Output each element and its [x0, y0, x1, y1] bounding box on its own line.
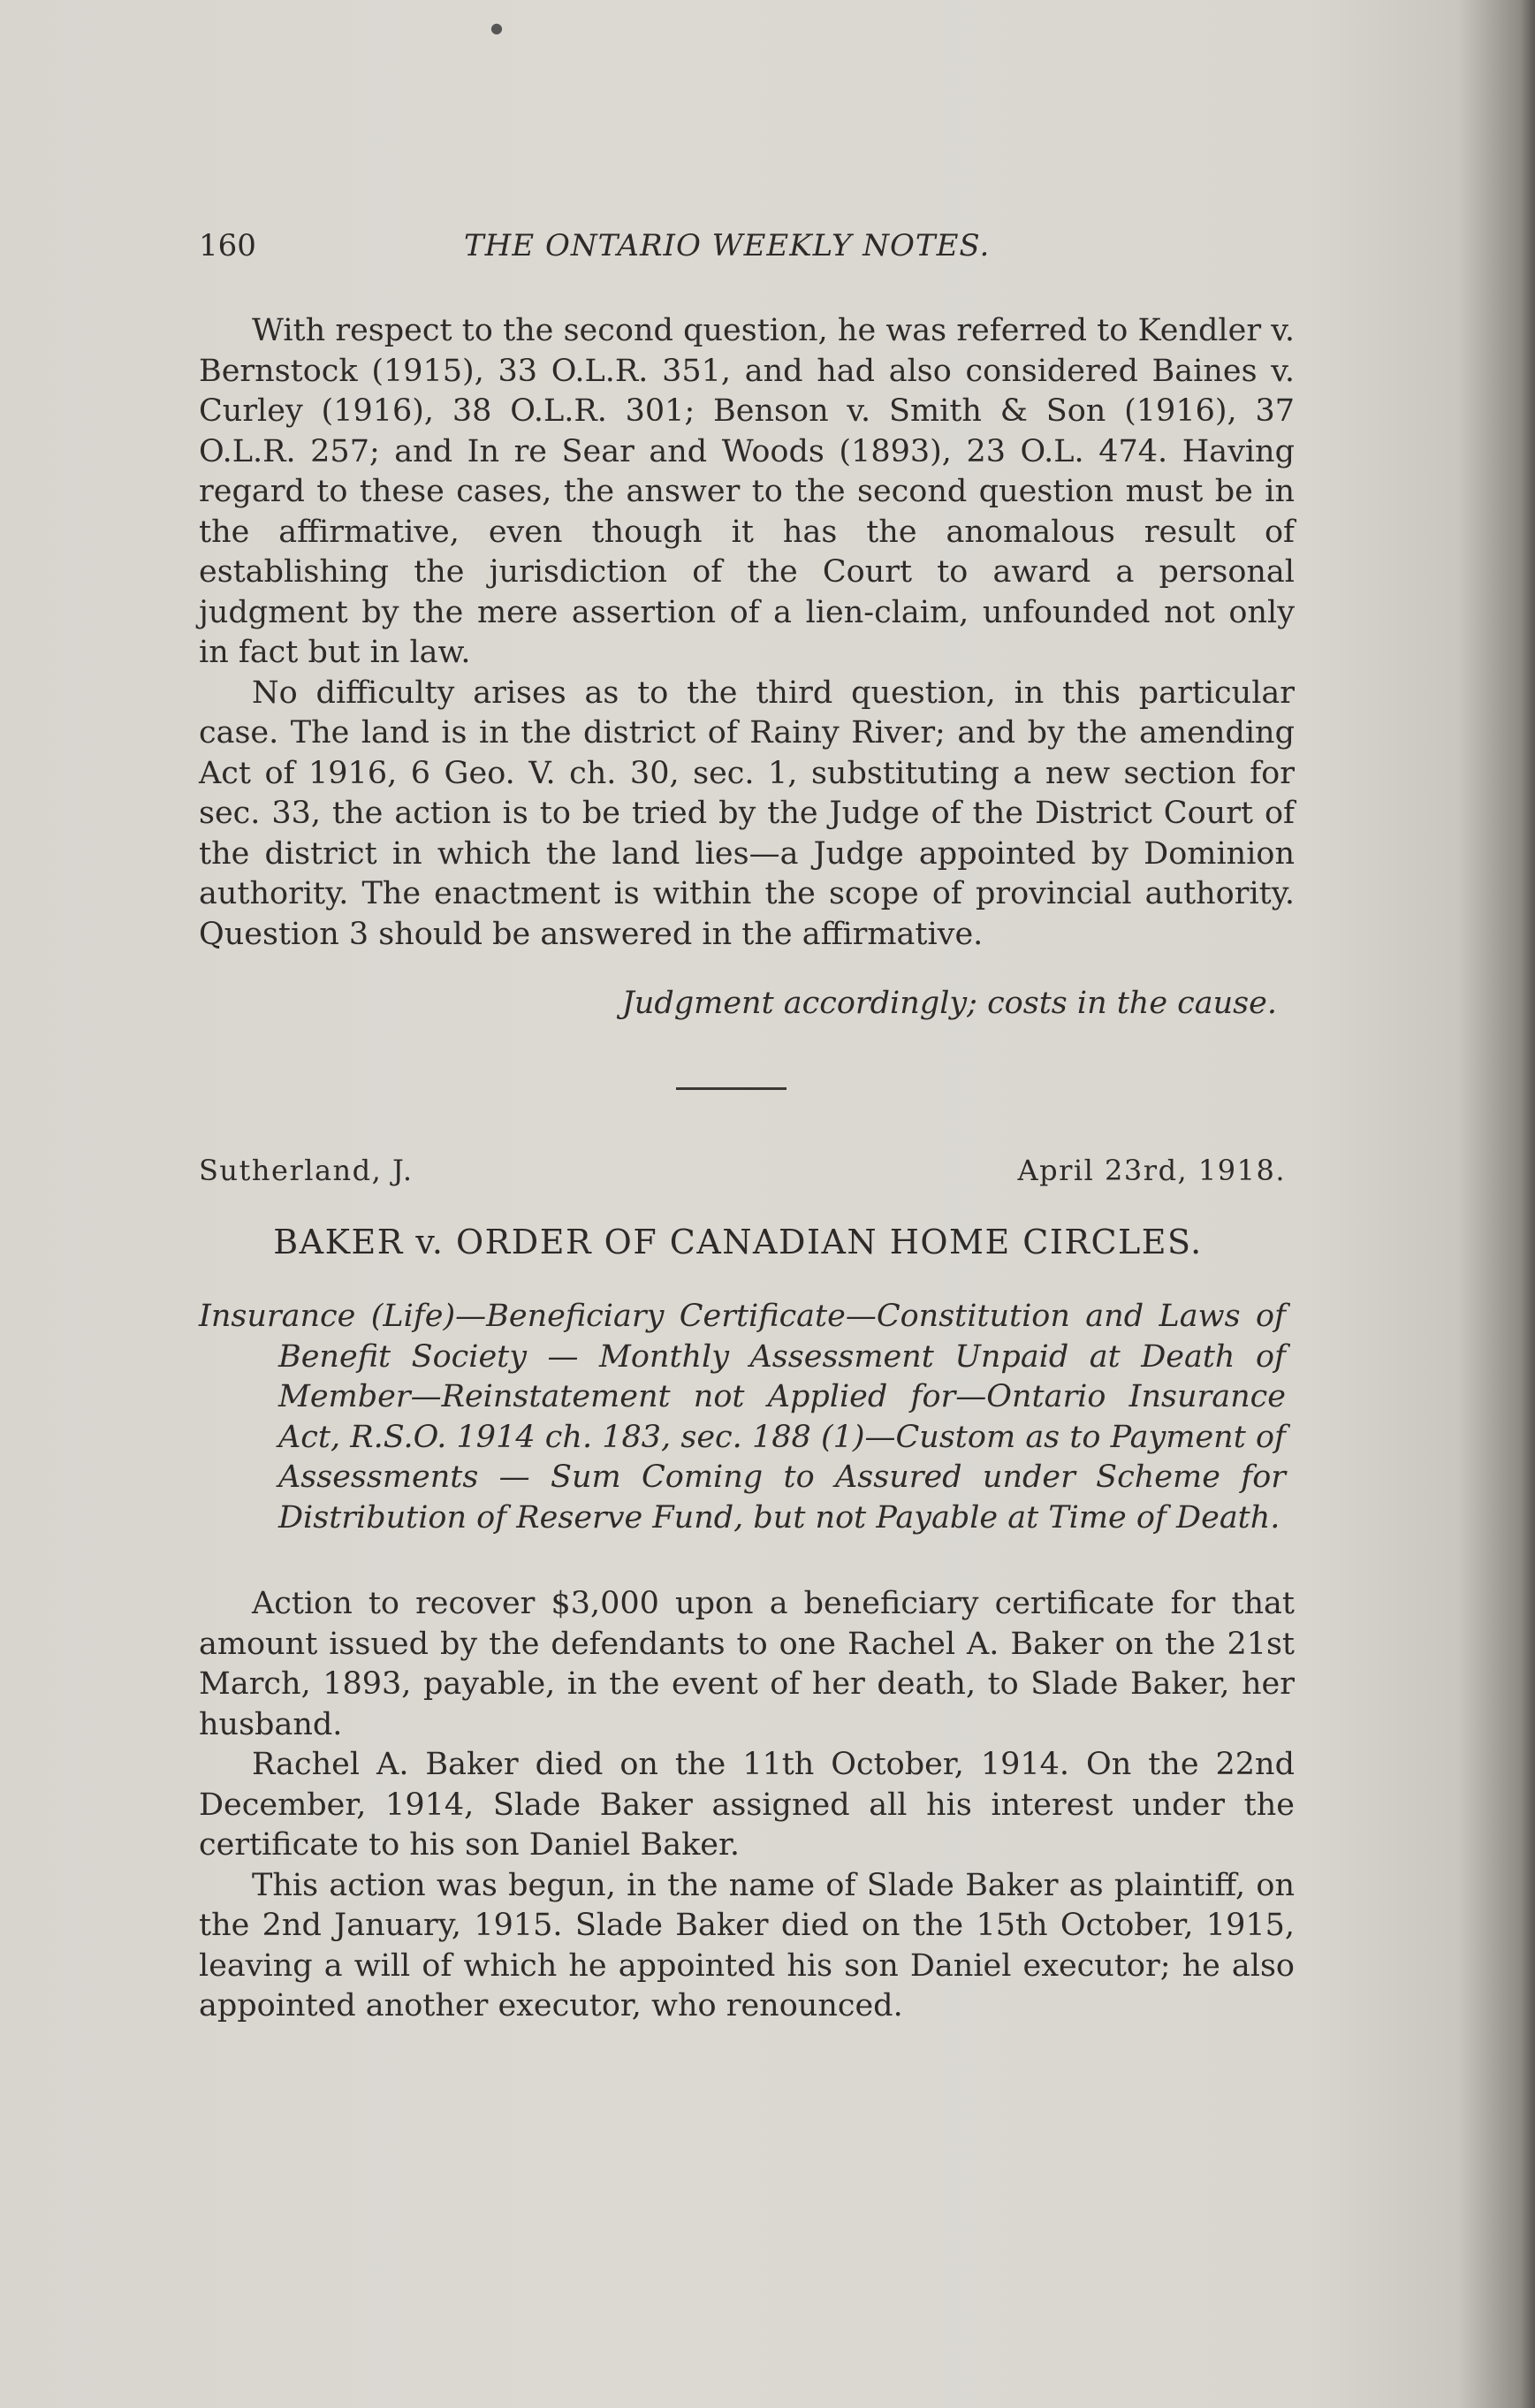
- paragraph: Action to recover $3,000 upon a beneficiary certificate for that amount issued by the defendants to one Rachel A. Baker on the 21st March, 1893, payable, in the event of her death, to Slade Baker, her husband.: [199, 1586, 1295, 1742]
- paragraph: No difficulty arises as to the third question, in this particular case. The land is in the district of Rainy River; and by the amending Act of 1916, 6 Geo. V. ch. 30, sec. 1, substituting a new section for sec. 33, the action is to be tried by the Judge of the District Court of the district in which the land lies—a Judge appointed by Dominion authority. The enactment is within the scope of provincial authority. Question 3 should be answered in the affirmative.: [199, 674, 1295, 952]
- judge-name: Sutherland, J.: [199, 1154, 414, 1187]
- case-title: BAKER v. ORDER OF CANADIAN HOME CIRCLES.: [273, 1223, 1203, 1261]
- judgment-line: Judgment accordingly; costs in the cause.: [621, 986, 1277, 1021]
- section-divider: [676, 1087, 786, 1090]
- page-number: 160: [199, 228, 256, 263]
- paragraph: This action was begun, in the name of Slade Baker as plaintiff, on the 2nd January, 1915. Slade Baker died on the 15th October, 1915, leaving a will of which he appointed his son Daniel executor; he also appointed another executor, who renounced.: [199, 1867, 1295, 2023]
- journal-title: THE ONTARIO WEEKLY NOTES.: [464, 228, 991, 263]
- case-line: [199, 1154, 1295, 1198]
- headnote: Insurance (Life)—Beneficiary Certificate—Constitution and Laws of Benefit Society — Monthly Assessment Unpaid at Death of Member—Reinstatement not Applied for—Ontario Insurance Act, R.S.O. 1914 ch. 183, sec. 188 (1)—Custom as to Payment of Assessments — Sum Coming to Assured under Scheme for Distribution of Reserve Fund, but not Payable at Time of Death.: [199, 1299, 1286, 1535]
- running-head: [199, 221, 1295, 274]
- page-content: [199, 221, 1295, 2027]
- decision-date: April 23rd, 1918.: [1017, 1154, 1286, 1187]
- paragraph: Rachel A. Baker died on the 11th October, 1914. On the 22nd December, 1914, Slade Baker assigned all his interest under the certificate to his son Daniel Baker.: [199, 1747, 1295, 1863]
- ink-speck: ●: [490, 19, 503, 36]
- paragraph: With respect to the second question, he was referred to Kendler v. Bernstock (1915), 33 O.L.R. 351, and had also considered Baines v. Curley (1916), 38 O.L.R. 301; Benson v. Smith & Son (1916), 37 O.L.R. 257; and In re Sear and Woods (1893), 23 O.L. 474. Having regard to these cases, the answer to the second question must be in the affirmative, even though it has the anomalous result of establishing the jurisdiction of the Court to award a personal judgment by the mere assertion of a lien-claim, unfounded not only in fact but in law.: [199, 313, 1295, 670]
